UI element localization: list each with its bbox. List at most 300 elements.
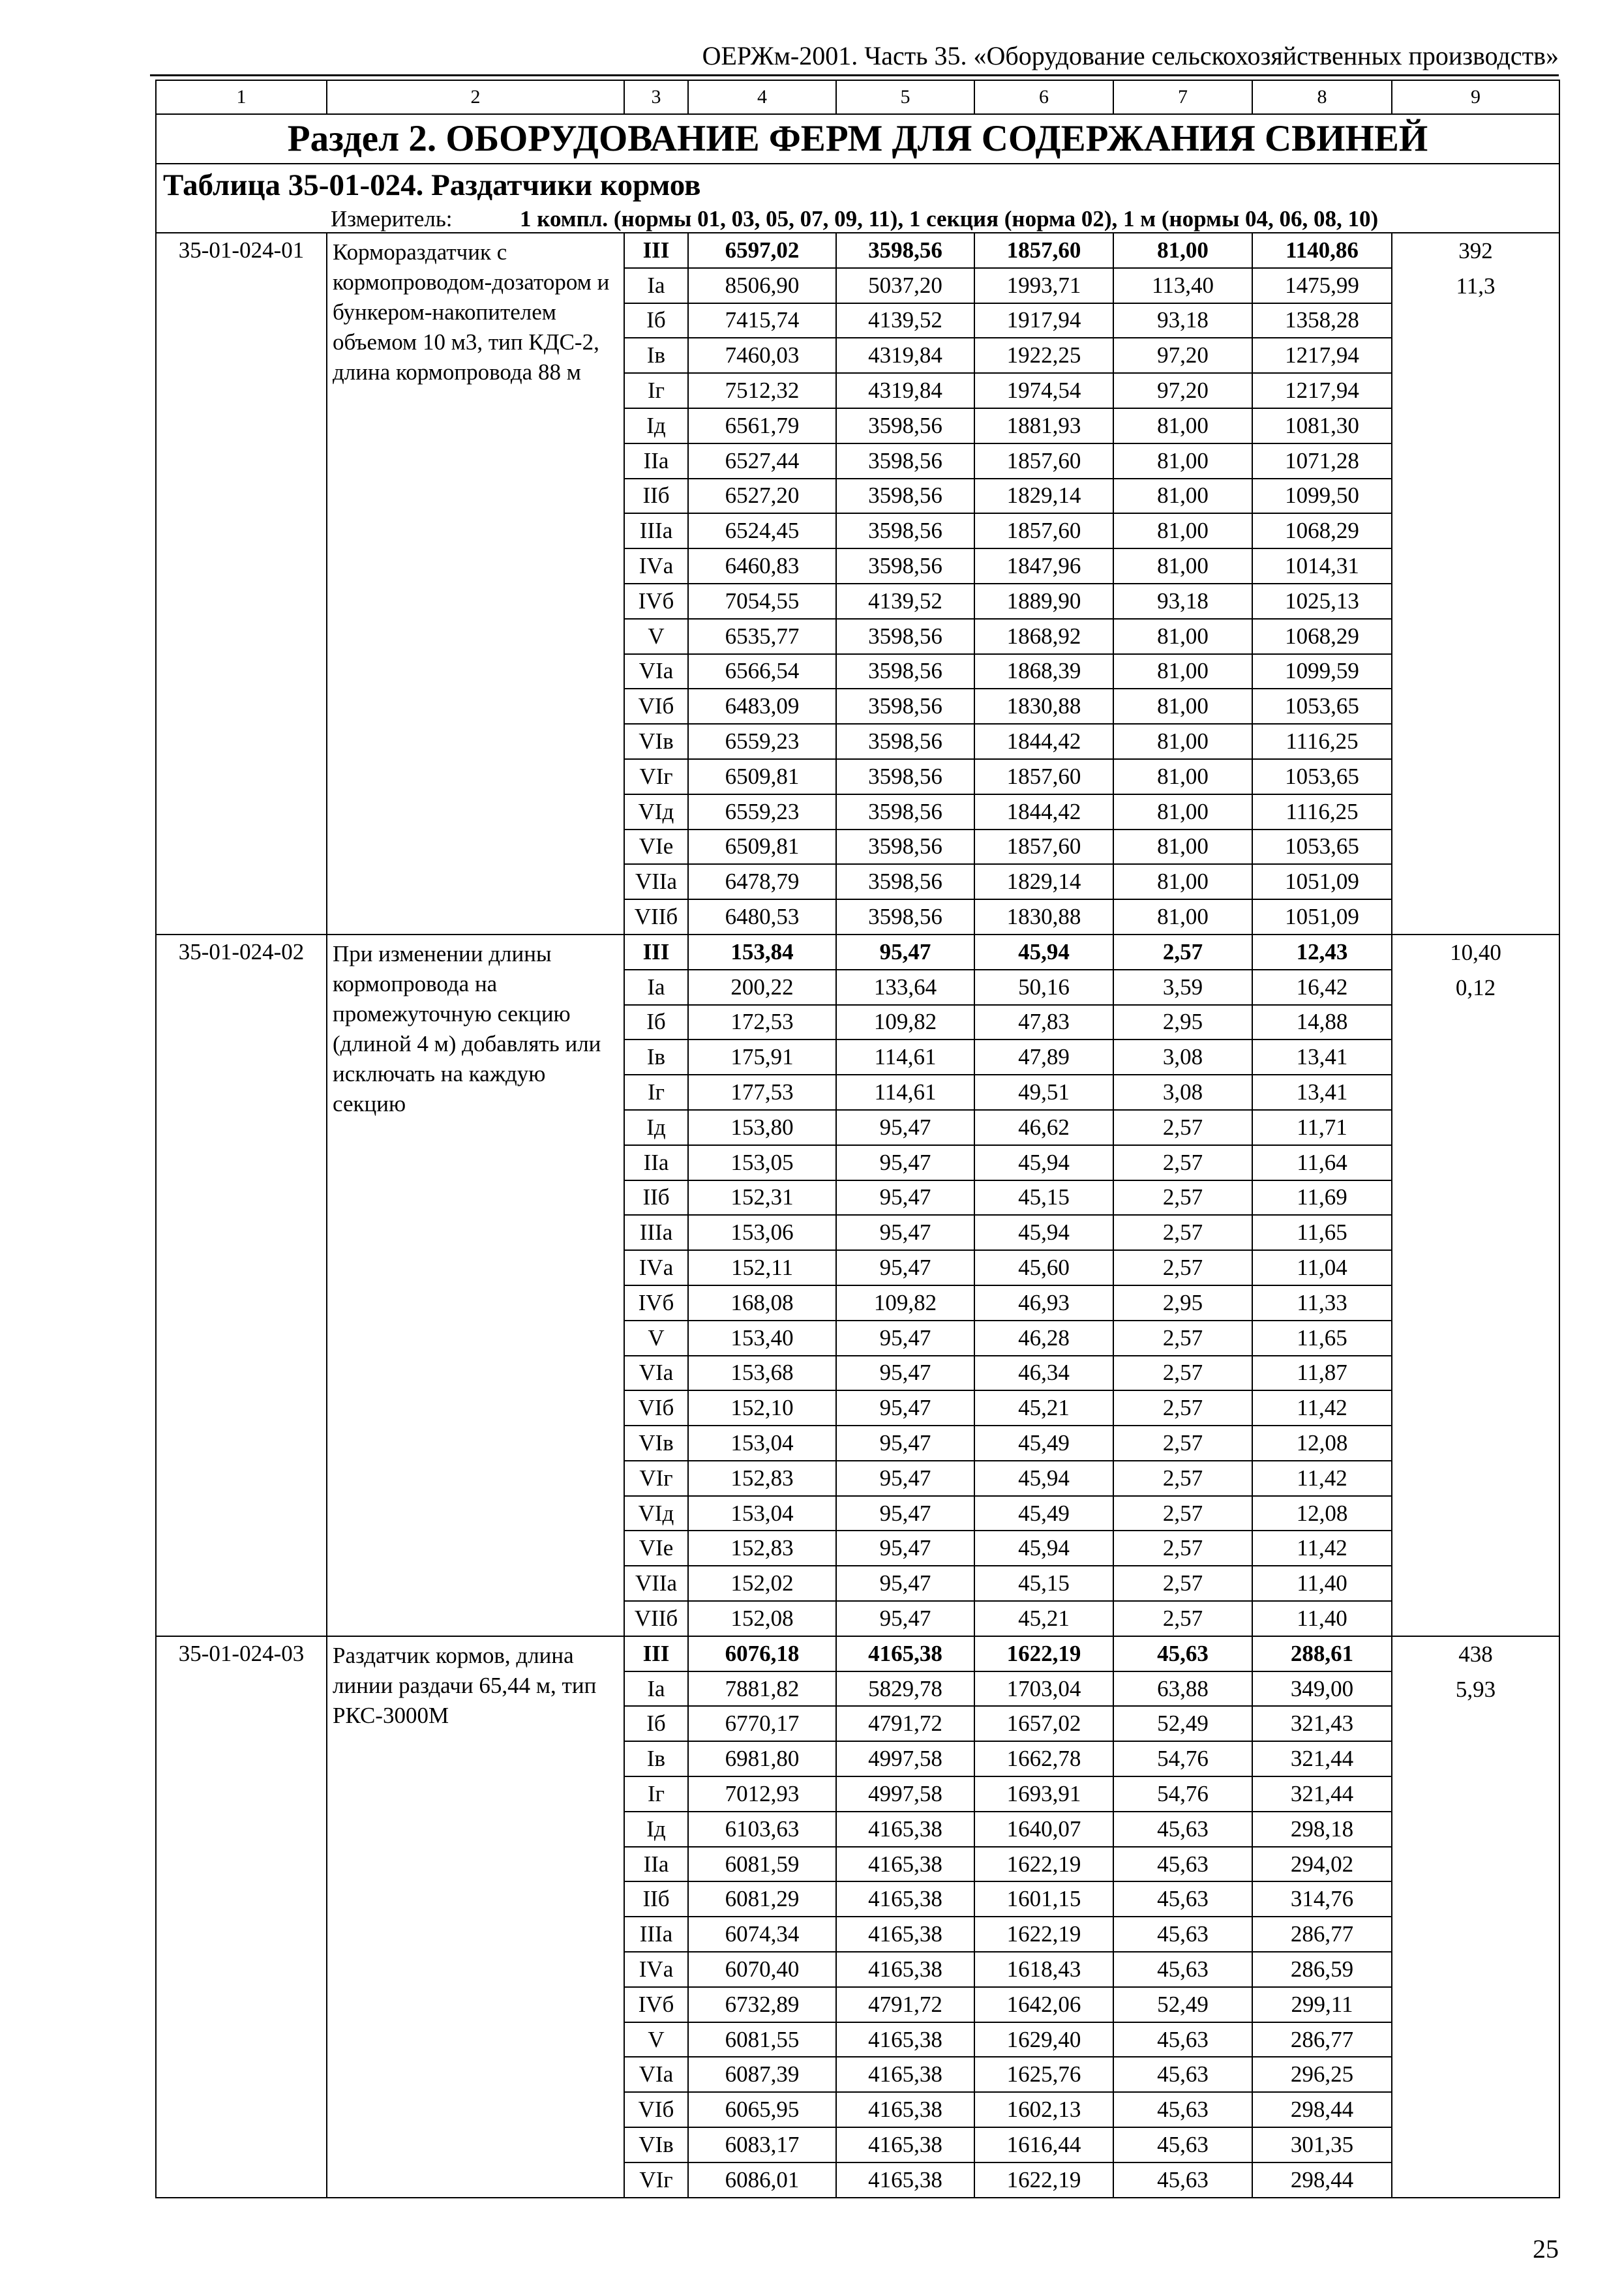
- value-cell: 2,57: [1113, 1461, 1252, 1496]
- value-cell: 95,47: [836, 1110, 974, 1145]
- value-cell: 5037,20: [836, 268, 974, 303]
- value-cell: 81,00: [1113, 619, 1252, 654]
- value-cell: 1629,40: [974, 2022, 1113, 2057]
- value-cell: 11,69: [1252, 1180, 1392, 1216]
- value-cell: 2,57: [1113, 1250, 1252, 1285]
- value-cell: 1068,29: [1252, 513, 1392, 548]
- zone-cell: V: [624, 1321, 688, 1356]
- zone-cell: VIв: [624, 2127, 688, 2162]
- value-cell: 45,63: [1113, 1812, 1252, 1847]
- value-cell: 299,11: [1252, 1987, 1392, 2022]
- value-cell: 1622,19: [974, 1917, 1113, 1952]
- rates-table: [155, 80, 1560, 2198]
- value-cell: 286,77: [1252, 1917, 1392, 1952]
- table-title: Таблица 35-01-024. Раздатчики кормов: [156, 164, 1559, 205]
- value-cell: 7460,03: [688, 338, 836, 373]
- value-cell: 6083,17: [688, 2127, 836, 2162]
- value-cell: 11,42: [1252, 1390, 1392, 1426]
- value-cell: 3598,56: [836, 548, 974, 584]
- value-cell: 3,08: [1113, 1040, 1252, 1075]
- table-row: [156, 233, 1559, 268]
- value-cell: 95,47: [836, 1180, 974, 1216]
- zone-cell: VIIа: [624, 864, 688, 899]
- zone-cell: VIв: [624, 1426, 688, 1461]
- zone-cell: VIб: [624, 2092, 688, 2127]
- value-cell: 81,00: [1113, 759, 1252, 794]
- value-cell: 6561,79: [688, 408, 836, 443]
- value-cell: 1014,31: [1252, 548, 1392, 584]
- zone-cell: IIIа: [624, 1917, 688, 1952]
- value-cell: 1625,76: [974, 2057, 1113, 2092]
- value-cell: 1693,91: [974, 1776, 1113, 1812]
- rate-description: Кормораздатчик с кормопроводом-дозатором и бункером-накопителем объемом 10 м3, тип КДС-2, длина кормопровода 88 м: [327, 233, 624, 935]
- section-title: Раздел 2. ОБОРУДОВАНИЕ ФЕРМ ДЛЯ СОДЕРЖАНИЯ СВИНЕЙ: [156, 114, 1559, 164]
- value-cell: 81,00: [1113, 899, 1252, 935]
- unit-label: Измеритель:: [331, 205, 453, 232]
- value-cell: 286,77: [1252, 2022, 1392, 2057]
- value-cell: 45,15: [974, 1180, 1113, 1216]
- zone-cell: IIа: [624, 1847, 688, 1882]
- zone-cell: VIе: [624, 830, 688, 865]
- value-cell: 1071,28: [1252, 443, 1392, 479]
- value-cell: 95,47: [836, 1601, 974, 1636]
- value-cell: 45,60: [974, 1250, 1113, 1285]
- value-cell: 3,59: [1113, 970, 1252, 1005]
- value-cell: 153,84: [688, 935, 836, 970]
- value-cell: 152,02: [688, 1566, 836, 1601]
- zone-cell: Iа: [624, 268, 688, 303]
- value-cell: 298,18: [1252, 1812, 1392, 1847]
- value-cell: 95,47: [836, 935, 974, 970]
- value-cell: 1829,14: [974, 864, 1113, 899]
- zone-cell: V: [624, 2022, 688, 2057]
- value-cell: 153,40: [688, 1321, 836, 1356]
- value-cell: 1616,44: [974, 2127, 1113, 2162]
- value-cell: 152,83: [688, 1461, 836, 1496]
- value-cell: 6483,09: [688, 689, 836, 724]
- value-cell: 1829,14: [974, 479, 1113, 514]
- value-cell: 97,20: [1113, 338, 1252, 373]
- value-cell: 45,63: [1113, 2022, 1252, 2057]
- value-cell: 6527,44: [688, 443, 836, 479]
- value-cell: 2,95: [1113, 1005, 1252, 1040]
- value-cell: 1657,02: [974, 1706, 1113, 1741]
- value-cell: 6087,39: [688, 2057, 836, 2092]
- value-cell: 45,63: [1113, 1636, 1252, 1671]
- value-cell: 152,08: [688, 1601, 836, 1636]
- value-cell: 4165,38: [836, 2162, 974, 2198]
- value-cell: 95,47: [836, 1496, 974, 1531]
- value-cell: 81,00: [1113, 513, 1252, 548]
- value-cell: 152,11: [688, 1250, 836, 1285]
- rate-description: Раздатчик кормов, длина линии раздачи 65,44 м, тип РКС-3000М: [327, 1636, 624, 2198]
- zone-cell: III: [624, 935, 688, 970]
- value-cell: 95,47: [836, 1461, 974, 1496]
- value-cell: 2,57: [1113, 1215, 1252, 1250]
- value-cell: 3,08: [1113, 1075, 1252, 1110]
- value-cell: 6559,23: [688, 724, 836, 759]
- value-cell: 109,82: [836, 1005, 974, 1040]
- value-cell: 288,61: [1252, 1636, 1392, 1671]
- zone-cell: Iа: [624, 1671, 688, 1707]
- zone-cell: IVб: [624, 1285, 688, 1321]
- zone-cell: VIг: [624, 2162, 688, 2198]
- value-cell: 1053,65: [1252, 759, 1392, 794]
- value-cell: 152,83: [688, 1531, 836, 1566]
- zone-cell: Iв: [624, 1741, 688, 1776]
- value-cell: 54,76: [1113, 1741, 1252, 1776]
- column9-cell: [1392, 1636, 1559, 2198]
- zone-cell: IVб: [624, 1987, 688, 2022]
- value-cell: 95,47: [836, 1531, 974, 1566]
- value-cell: 45,21: [974, 1601, 1113, 1636]
- zone-cell: VIIа: [624, 1566, 688, 1601]
- value-cell: 47,89: [974, 1040, 1113, 1075]
- value-cell: 175,91: [688, 1040, 836, 1075]
- value-cell: 81,00: [1113, 233, 1252, 268]
- value-cell: 2,57: [1113, 1390, 1252, 1426]
- value-cell: 1917,94: [974, 303, 1113, 338]
- value-cell: 114,61: [836, 1040, 974, 1075]
- value-cell: 4165,38: [836, 2092, 974, 2127]
- table-row: [156, 935, 1559, 970]
- value-cell: 153,06: [688, 1215, 836, 1250]
- value-cell: 1116,25: [1252, 724, 1392, 759]
- value-cell: 81,00: [1113, 408, 1252, 443]
- zone-cell: III: [624, 233, 688, 268]
- zone-cell: VIа: [624, 2057, 688, 2092]
- value-cell: 4165,38: [836, 1812, 974, 1847]
- value-cell: 4165,38: [836, 2022, 974, 2057]
- zone-cell: Iб: [624, 1005, 688, 1040]
- value-cell: 1068,29: [1252, 619, 1392, 654]
- value-cell: 45,63: [1113, 2127, 1252, 2162]
- value-cell: 153,04: [688, 1496, 836, 1531]
- value-cell: 45,63: [1113, 2092, 1252, 2127]
- value-cell: 298,44: [1252, 2092, 1392, 2127]
- value-cell: 321,43: [1252, 1706, 1392, 1741]
- value-cell: 97,20: [1113, 373, 1252, 408]
- value-cell: 1844,42: [974, 794, 1113, 830]
- value-cell: 1618,43: [974, 1952, 1113, 1987]
- value-cell: 1857,60: [974, 233, 1113, 268]
- value-cell: 286,59: [1252, 1952, 1392, 1987]
- value-cell: 4165,38: [836, 1636, 974, 1671]
- zone-cell: VIб: [624, 689, 688, 724]
- value-cell: 45,94: [974, 935, 1113, 970]
- value-cell: 1053,65: [1252, 830, 1392, 865]
- value-cell: 49,51: [974, 1075, 1113, 1110]
- value-cell: 6509,81: [688, 759, 836, 794]
- value-cell: 1640,07: [974, 1812, 1113, 1847]
- value-cell: 6074,34: [688, 1917, 836, 1952]
- value-cell: 3598,56: [836, 619, 974, 654]
- value-cell: 4139,52: [836, 584, 974, 619]
- value-cell: 301,35: [1252, 2127, 1392, 2162]
- value-cell: 4165,38: [836, 2057, 974, 2092]
- value-cell: 3598,56: [836, 899, 974, 935]
- column-number: 4: [688, 80, 836, 114]
- page-number: 25: [1533, 2234, 1559, 2264]
- zone-cell: IIа: [624, 1145, 688, 1180]
- value-cell: 45,63: [1113, 1847, 1252, 1882]
- zone-cell: VIIб: [624, 899, 688, 935]
- value-cell: 6065,95: [688, 2092, 836, 2127]
- zone-cell: IIа: [624, 443, 688, 479]
- value-cell: 1358,28: [1252, 303, 1392, 338]
- rate-code: 35-01-024-03: [156, 1636, 327, 2198]
- header-rule: [150, 74, 1559, 76]
- value-cell: 2,57: [1113, 1145, 1252, 1180]
- value-cell: 4319,84: [836, 338, 974, 373]
- column9-value: 0,12: [1455, 974, 1496, 1000]
- value-cell: 6081,29: [688, 1881, 836, 1917]
- column-number: 2: [327, 80, 624, 114]
- column9-value: 438: [1458, 1641, 1493, 1667]
- zone-cell: Iб: [624, 303, 688, 338]
- zone-cell: V: [624, 619, 688, 654]
- value-cell: 14,88: [1252, 1005, 1392, 1040]
- value-cell: 46,28: [974, 1321, 1113, 1356]
- value-cell: 13,41: [1252, 1075, 1392, 1110]
- value-cell: 4165,38: [836, 1847, 974, 1882]
- value-cell: 52,49: [1113, 1706, 1252, 1741]
- value-cell: 45,63: [1113, 1917, 1252, 1952]
- value-cell: 4997,58: [836, 1776, 974, 1812]
- value-cell: 3598,56: [836, 479, 974, 514]
- value-cell: 1868,92: [974, 619, 1113, 654]
- zone-cell: Iд: [624, 1110, 688, 1145]
- value-cell: 4165,38: [836, 1917, 974, 1952]
- value-cell: 95,47: [836, 1426, 974, 1461]
- value-cell: 12,43: [1252, 935, 1392, 970]
- value-cell: 6076,18: [688, 1636, 836, 1671]
- value-cell: 4997,58: [836, 1741, 974, 1776]
- value-cell: 1601,15: [974, 1881, 1113, 1917]
- value-cell: 2,57: [1113, 1110, 1252, 1145]
- value-cell: 11,64: [1252, 1145, 1392, 1180]
- value-cell: 45,94: [974, 1145, 1113, 1180]
- value-cell: 45,63: [1113, 1881, 1252, 1917]
- value-cell: 6460,83: [688, 548, 836, 584]
- value-cell: 1868,39: [974, 654, 1113, 689]
- value-cell: 109,82: [836, 1285, 974, 1321]
- value-cell: 321,44: [1252, 1776, 1392, 1812]
- value-cell: 1622,19: [974, 2162, 1113, 2198]
- value-cell: 45,63: [1113, 2057, 1252, 2092]
- value-cell: 12,08: [1252, 1426, 1392, 1461]
- zone-cell: Iд: [624, 1812, 688, 1847]
- zone-cell: IVа: [624, 1250, 688, 1285]
- value-cell: 46,93: [974, 1285, 1113, 1321]
- zone-cell: IIб: [624, 479, 688, 514]
- value-cell: 133,64: [836, 970, 974, 1005]
- value-cell: 50,16: [974, 970, 1113, 1005]
- zone-cell: Iг: [624, 373, 688, 408]
- value-cell: 12,08: [1252, 1496, 1392, 1531]
- value-cell: 114,61: [836, 1075, 974, 1110]
- value-cell: 1217,94: [1252, 338, 1392, 373]
- value-cell: 2,57: [1113, 1356, 1252, 1391]
- value-cell: 11,65: [1252, 1215, 1392, 1250]
- value-cell: 6597,02: [688, 233, 836, 268]
- value-cell: 1025,13: [1252, 584, 1392, 619]
- zone-cell: Iг: [624, 1776, 688, 1812]
- value-cell: 3598,56: [836, 408, 974, 443]
- zone-cell: Iб: [624, 1706, 688, 1741]
- zone-cell: Iв: [624, 338, 688, 373]
- zone-cell: IVа: [624, 1952, 688, 1987]
- column-number: 3: [624, 80, 688, 114]
- value-cell: 1703,04: [974, 1671, 1113, 1707]
- value-cell: 2,57: [1113, 1531, 1252, 1566]
- column9-value: 5,93: [1455, 1676, 1496, 1702]
- zone-cell: VIе: [624, 1531, 688, 1566]
- value-cell: 6509,81: [688, 830, 836, 865]
- value-cell: 46,34: [974, 1356, 1113, 1391]
- value-cell: 13,41: [1252, 1040, 1392, 1075]
- unit-row: [156, 205, 1559, 233]
- value-cell: 45,63: [1113, 2162, 1252, 2198]
- zone-cell: VIд: [624, 1496, 688, 1531]
- zone-cell: IIб: [624, 1180, 688, 1216]
- zone-cell: VIг: [624, 1461, 688, 1496]
- value-cell: 6524,45: [688, 513, 836, 548]
- value-cell: 177,53: [688, 1075, 836, 1110]
- zone-cell: Iд: [624, 408, 688, 443]
- rate-code: 35-01-024-02: [156, 935, 327, 1636]
- value-cell: 1847,96: [974, 548, 1113, 584]
- value-cell: 296,25: [1252, 2057, 1392, 2092]
- value-cell: 7054,55: [688, 584, 836, 619]
- value-cell: 11,42: [1252, 1531, 1392, 1566]
- value-cell: 153,05: [688, 1145, 836, 1180]
- value-cell: 6527,20: [688, 479, 836, 514]
- value-cell: 11,33: [1252, 1285, 1392, 1321]
- value-cell: 81,00: [1113, 479, 1252, 514]
- value-cell: 1602,13: [974, 2092, 1113, 2127]
- value-cell: 95,47: [836, 1250, 974, 1285]
- value-cell: 1857,60: [974, 830, 1113, 865]
- value-cell: 6732,89: [688, 1987, 836, 2022]
- value-cell: 1889,90: [974, 584, 1113, 619]
- zone-cell: VIд: [624, 794, 688, 830]
- value-cell: 3598,56: [836, 794, 974, 830]
- value-cell: 45,94: [974, 1531, 1113, 1566]
- value-cell: 2,57: [1113, 935, 1252, 970]
- value-cell: 6559,23: [688, 794, 836, 830]
- value-cell: 81,00: [1113, 864, 1252, 899]
- value-cell: 3598,56: [836, 654, 974, 689]
- rate-description: При изменении длины кормопровода на промежуточную секцию (длиной 4 м) добавлять или исключать на каждую секцию: [327, 935, 624, 1636]
- value-cell: 6081,55: [688, 2022, 836, 2057]
- value-cell: 1051,09: [1252, 864, 1392, 899]
- column-number: 7: [1113, 80, 1252, 114]
- value-cell: 1642,06: [974, 1987, 1113, 2022]
- zone-cell: VIа: [624, 1356, 688, 1391]
- value-cell: 6081,59: [688, 1847, 836, 1882]
- value-cell: 349,00: [1252, 1671, 1392, 1707]
- value-cell: 1857,60: [974, 759, 1113, 794]
- value-cell: 52,49: [1113, 1987, 1252, 2022]
- zone-cell: Iв: [624, 1040, 688, 1075]
- column9-value: 392: [1458, 238, 1493, 263]
- value-cell: 2,57: [1113, 1426, 1252, 1461]
- column-number: 1: [156, 80, 327, 114]
- value-cell: 45,21: [974, 1390, 1113, 1426]
- value-cell: 2,57: [1113, 1180, 1252, 1216]
- value-cell: 3598,56: [836, 830, 974, 865]
- value-cell: 1922,25: [974, 338, 1113, 373]
- value-cell: 152,10: [688, 1390, 836, 1426]
- value-cell: 1140,86: [1252, 233, 1392, 268]
- value-cell: 4165,38: [836, 1881, 974, 1917]
- zone-cell: III: [624, 1636, 688, 1671]
- value-cell: 168,08: [688, 1285, 836, 1321]
- column9-cell: [1392, 233, 1559, 935]
- value-cell: 7512,32: [688, 373, 836, 408]
- value-cell: 1622,19: [974, 1636, 1113, 1671]
- zone-cell: IVб: [624, 584, 688, 619]
- value-cell: 2,57: [1113, 1321, 1252, 1356]
- value-cell: 6480,53: [688, 899, 836, 935]
- value-cell: 3598,56: [836, 759, 974, 794]
- column9-cell: [1392, 935, 1559, 1636]
- value-cell: 7415,74: [688, 303, 836, 338]
- value-cell: 4791,72: [836, 1987, 974, 2022]
- value-cell: 81,00: [1113, 443, 1252, 479]
- table-title-row: [156, 164, 1559, 205]
- zone-cell: VIIб: [624, 1601, 688, 1636]
- value-cell: 6981,80: [688, 1741, 836, 1776]
- value-cell: 45,94: [974, 1461, 1113, 1496]
- value-cell: 3598,56: [836, 443, 974, 479]
- value-cell: 6103,63: [688, 1812, 836, 1847]
- value-cell: 63,88: [1113, 1671, 1252, 1707]
- value-cell: 1053,65: [1252, 689, 1392, 724]
- value-cell: 153,68: [688, 1356, 836, 1391]
- value-cell: 152,31: [688, 1180, 836, 1216]
- value-cell: 16,42: [1252, 970, 1392, 1005]
- value-cell: 298,44: [1252, 2162, 1392, 2198]
- value-cell: 1099,50: [1252, 479, 1392, 514]
- value-cell: 11,04: [1252, 1250, 1392, 1285]
- value-cell: 4165,38: [836, 2127, 974, 2162]
- value-cell: 4165,38: [836, 1952, 974, 1987]
- value-cell: 1475,99: [1252, 268, 1392, 303]
- column-number: 5: [836, 80, 974, 114]
- value-cell: 294,02: [1252, 1847, 1392, 1882]
- value-cell: 11,40: [1252, 1601, 1392, 1636]
- zone-cell: IVа: [624, 548, 688, 584]
- value-cell: 95,47: [836, 1215, 974, 1250]
- value-cell: 1217,94: [1252, 373, 1392, 408]
- column-number: 8: [1252, 80, 1392, 114]
- value-cell: 1974,54: [974, 373, 1113, 408]
- value-cell: 113,40: [1113, 268, 1252, 303]
- value-cell: 200,22: [688, 970, 836, 1005]
- value-cell: 2,95: [1113, 1285, 1252, 1321]
- value-cell: 1993,71: [974, 268, 1113, 303]
- column9-value: 10,40: [1450, 939, 1501, 965]
- zone-cell: VIа: [624, 654, 688, 689]
- value-cell: 1881,93: [974, 408, 1113, 443]
- value-cell: 93,18: [1113, 303, 1252, 338]
- value-cell: 45,15: [974, 1566, 1113, 1601]
- value-cell: 6086,01: [688, 2162, 836, 2198]
- value-cell: 81,00: [1113, 830, 1252, 865]
- table-row: [156, 1636, 1559, 1671]
